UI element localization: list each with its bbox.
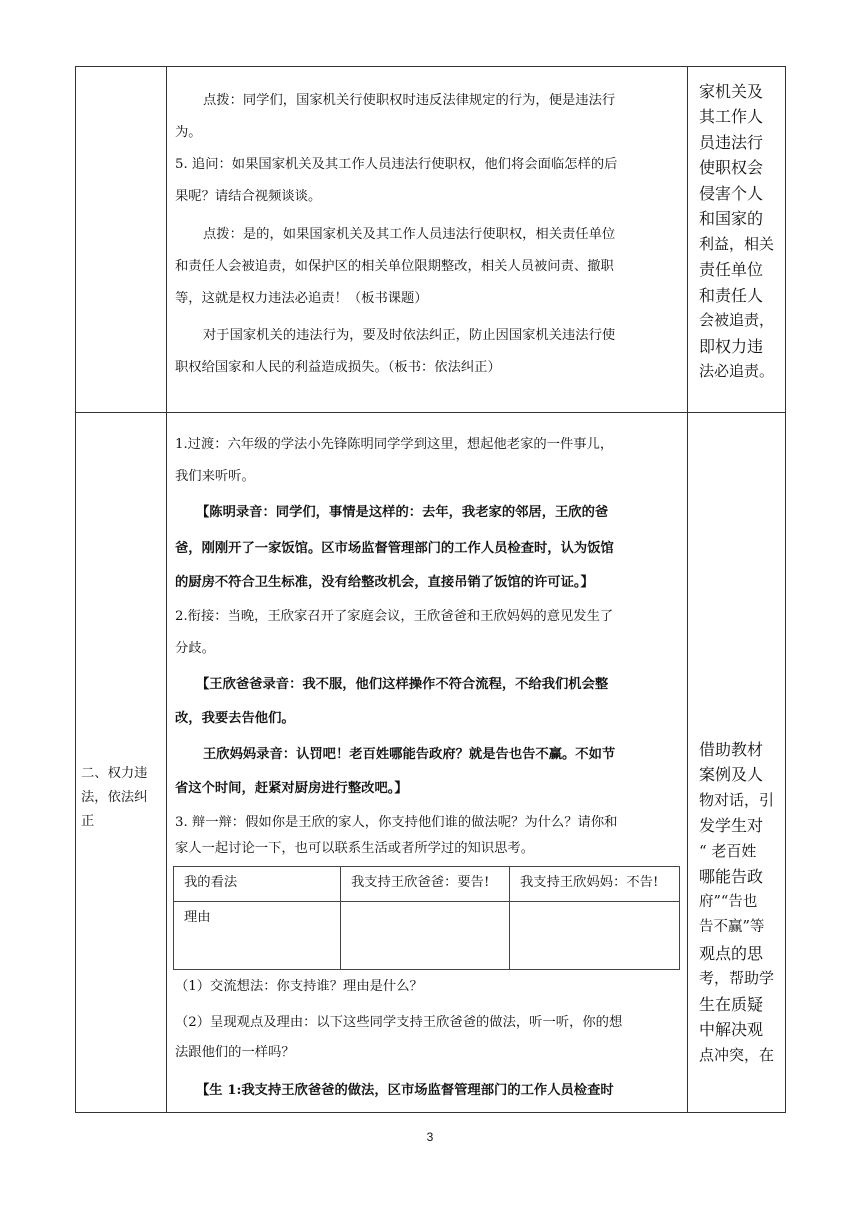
- row2-after-line: （1）交流想法：你支持谁？理由是什么？: [175, 979, 423, 994]
- section-title: 法，依法纠: [81, 790, 148, 805]
- opinion-row-reason-label: 理由: [174, 902, 341, 970]
- opinion-header-support-father: 我支持王欣爸爸：要告!: [341, 867, 510, 902]
- row2-line: 我们来听听。: [175, 469, 255, 484]
- opinion-header-support-mother: 我支持王欣妈妈：不告!: [510, 867, 680, 902]
- row1-section-cell: [76, 67, 167, 413]
- section-title: 二、权力违: [81, 766, 148, 781]
- row2-line: 【陈明录音：同学们，事情是这样的：去年，我老家的邻居，王欣的爸: [196, 505, 609, 520]
- row1-line: 5. 追问：如果国家机关及其工作人员违法行使职权，他们将会面临怎样的后: [175, 157, 618, 172]
- row1-line: 点拨：是的，如果国家机关及其工作人员违法行使职权，相关责任单位: [203, 227, 616, 242]
- row2-after-line: 【生 1:我支持王欣爸爸的做法，区市场监督管理部门的工作人员检查时: [196, 1083, 614, 1098]
- row1-line: 和责任人会被追责，如保护区的相关单位限期整改，相关人员被问责、撤职: [175, 259, 614, 274]
- row2-after-line: （2）呈现观点及理由：以下这些同学支持王欣爸爸的做法，听一听，你的想: [175, 1015, 623, 1030]
- opinion-reason-father: [341, 902, 510, 970]
- row2-line: 分歧。: [175, 641, 215, 656]
- row2-line: 家人一起讨论一下，也可以联系生活或者所学过的知识思考。: [175, 841, 535, 856]
- opinion-table: [173, 866, 680, 970]
- row2-line: 省这个时间，赶紧对厨房进行整改吧。】: [175, 781, 408, 796]
- row2-line: 【王欣爸爸录音：我不服，他们这样操作不符合流程，不给我们机会整: [196, 677, 609, 692]
- row2-line: 爸，刚刚开了一家饭馆。区市场监督管理部门的工作人员检查时，认为饭馆: [175, 541, 614, 556]
- row2-line: 的厨房不符合卫生标准，没有给整改机会，直接吊销了饭馆的许可证。】: [175, 575, 594, 590]
- row2-line: 3. 辩一辩：假如你是王欣的家人，你支持他们谁的做法呢？为什么？请你和: [175, 815, 618, 830]
- row2-after-line: 法跟他们的一样吗？: [175, 1045, 295, 1060]
- row2-line: 王欣妈妈录音：认罚吧！老百姓哪能告政府？就是告也告不赢。不如节: [203, 747, 616, 762]
- document-page: 点拨：同学们，国家机关行使职权时违反法律规定的行为，便是违法行 为。 5. 追问：如果国家机关及其工作人员违法行使职权，他们将会面临怎样的后 果呢？请结合视频谈谈。 点拨：是的，如果国家机关及其工作人员违法行使职权，相关责任单位 和责任人会被追责，如保护区的相关单位限期整改，相关人员被问责、撤职 等，这就是权力违法必追责！（板书课题） 对于国家机关的违法行为，要及时依法纠正，防止因国家机关违法行使 职权给国家和人民的利益造成损失。（板书：依法纠正） 家机关及 其工作人 员违法行 使职权会 侵害个人 和国家的 利益，相关 责任单位 和责任人 会被追责， 即权力违 法必追责。 二、权力违 法，依法纠 正 1.过渡：六年级的学法小先锋陈明同学学到这里，想起他老家的一件事儿， 我们来听听。 【陈明录音：同学们，事情是这样的：去年，我老家的邻居，王欣的爸 爸，刚刚开了一家饭馆。区市场监督管理部门的工作人员检查时，认为饭馆 的厨房不符合卫生标准，没有给整改机会，直接吊销了饭馆的许可证。】 2.衔接：当晚，王欣家召开了家庭会议，王欣爸爸和王欣妈妈的意见发生了 分歧。 【王欣爸爸录音：我不服，他们这样操作不符合流程，不给我们机会整 改，我要去告他们。 王欣妈妈录音：认罚吧！老百姓哪能告政府？就是告也告不赢。不如节 省这个时间，赶紧对厨房进行整改吧。】 3. 辩一辩：假如你是王欣的家人，你支持他们谁的做法呢？为什么？请你和 家人一起讨论一下，也可以联系生活或者所学过的知识思考。 我的看法 我支持王欣爸爸：要告! 我支持王欣妈妈：不告! 理由 （1）交流想法：你支持谁？理由是什么？ （2）呈现观点及理由：以下这些同学支持王欣爸爸的做法，听一听，你的想 法跟他们的一样吗？ 【生 1:我支持王欣爸爸的做法，区市场监督管理部门的工作人员检查时 借助教材 案例及人 物对话，引 发学生对 “ 老百姓 哪能告政 府”“告也 告不赢”等 观点的思 考，帮助学 生在质疑 中解决观 点冲突，在 3: [0, 0, 860, 1216]
- row2-line: 改，我要去告他们。: [175, 711, 295, 726]
- row1-line: 对于国家机关的违法行为，要及时依法纠正，防止因国家机关违法行使: [203, 328, 616, 343]
- opinion-reason-mother: [510, 902, 680, 970]
- section-title: 正: [81, 814, 95, 829]
- page-number: 3: [426, 1130, 434, 1144]
- row1-line: 等，这就是权力违法必追责！（板书课题）: [175, 291, 428, 306]
- row1-line: 果呢？请结合视频谈谈。: [175, 189, 322, 204]
- row2-line: 1.过渡：六年级的学法小先锋陈明同学学到这里，想起他老家的一件事儿，: [175, 437, 614, 452]
- opinion-header-my-view: 我的看法: [174, 867, 341, 902]
- row2-line: 2.衔接：当晚，王欣家召开了家庭会议，王欣爸爸和王欣妈妈的意见发生了: [175, 609, 614, 624]
- row1-line: 职权给国家和人民的利益造成损失。（板书：依法纠正）: [175, 360, 501, 375]
- row1-line: 为。: [175, 125, 202, 140]
- row1-line: 点拨：同学们，国家机关行使职权时违反法律规定的行为，便是违法行: [203, 93, 616, 108]
